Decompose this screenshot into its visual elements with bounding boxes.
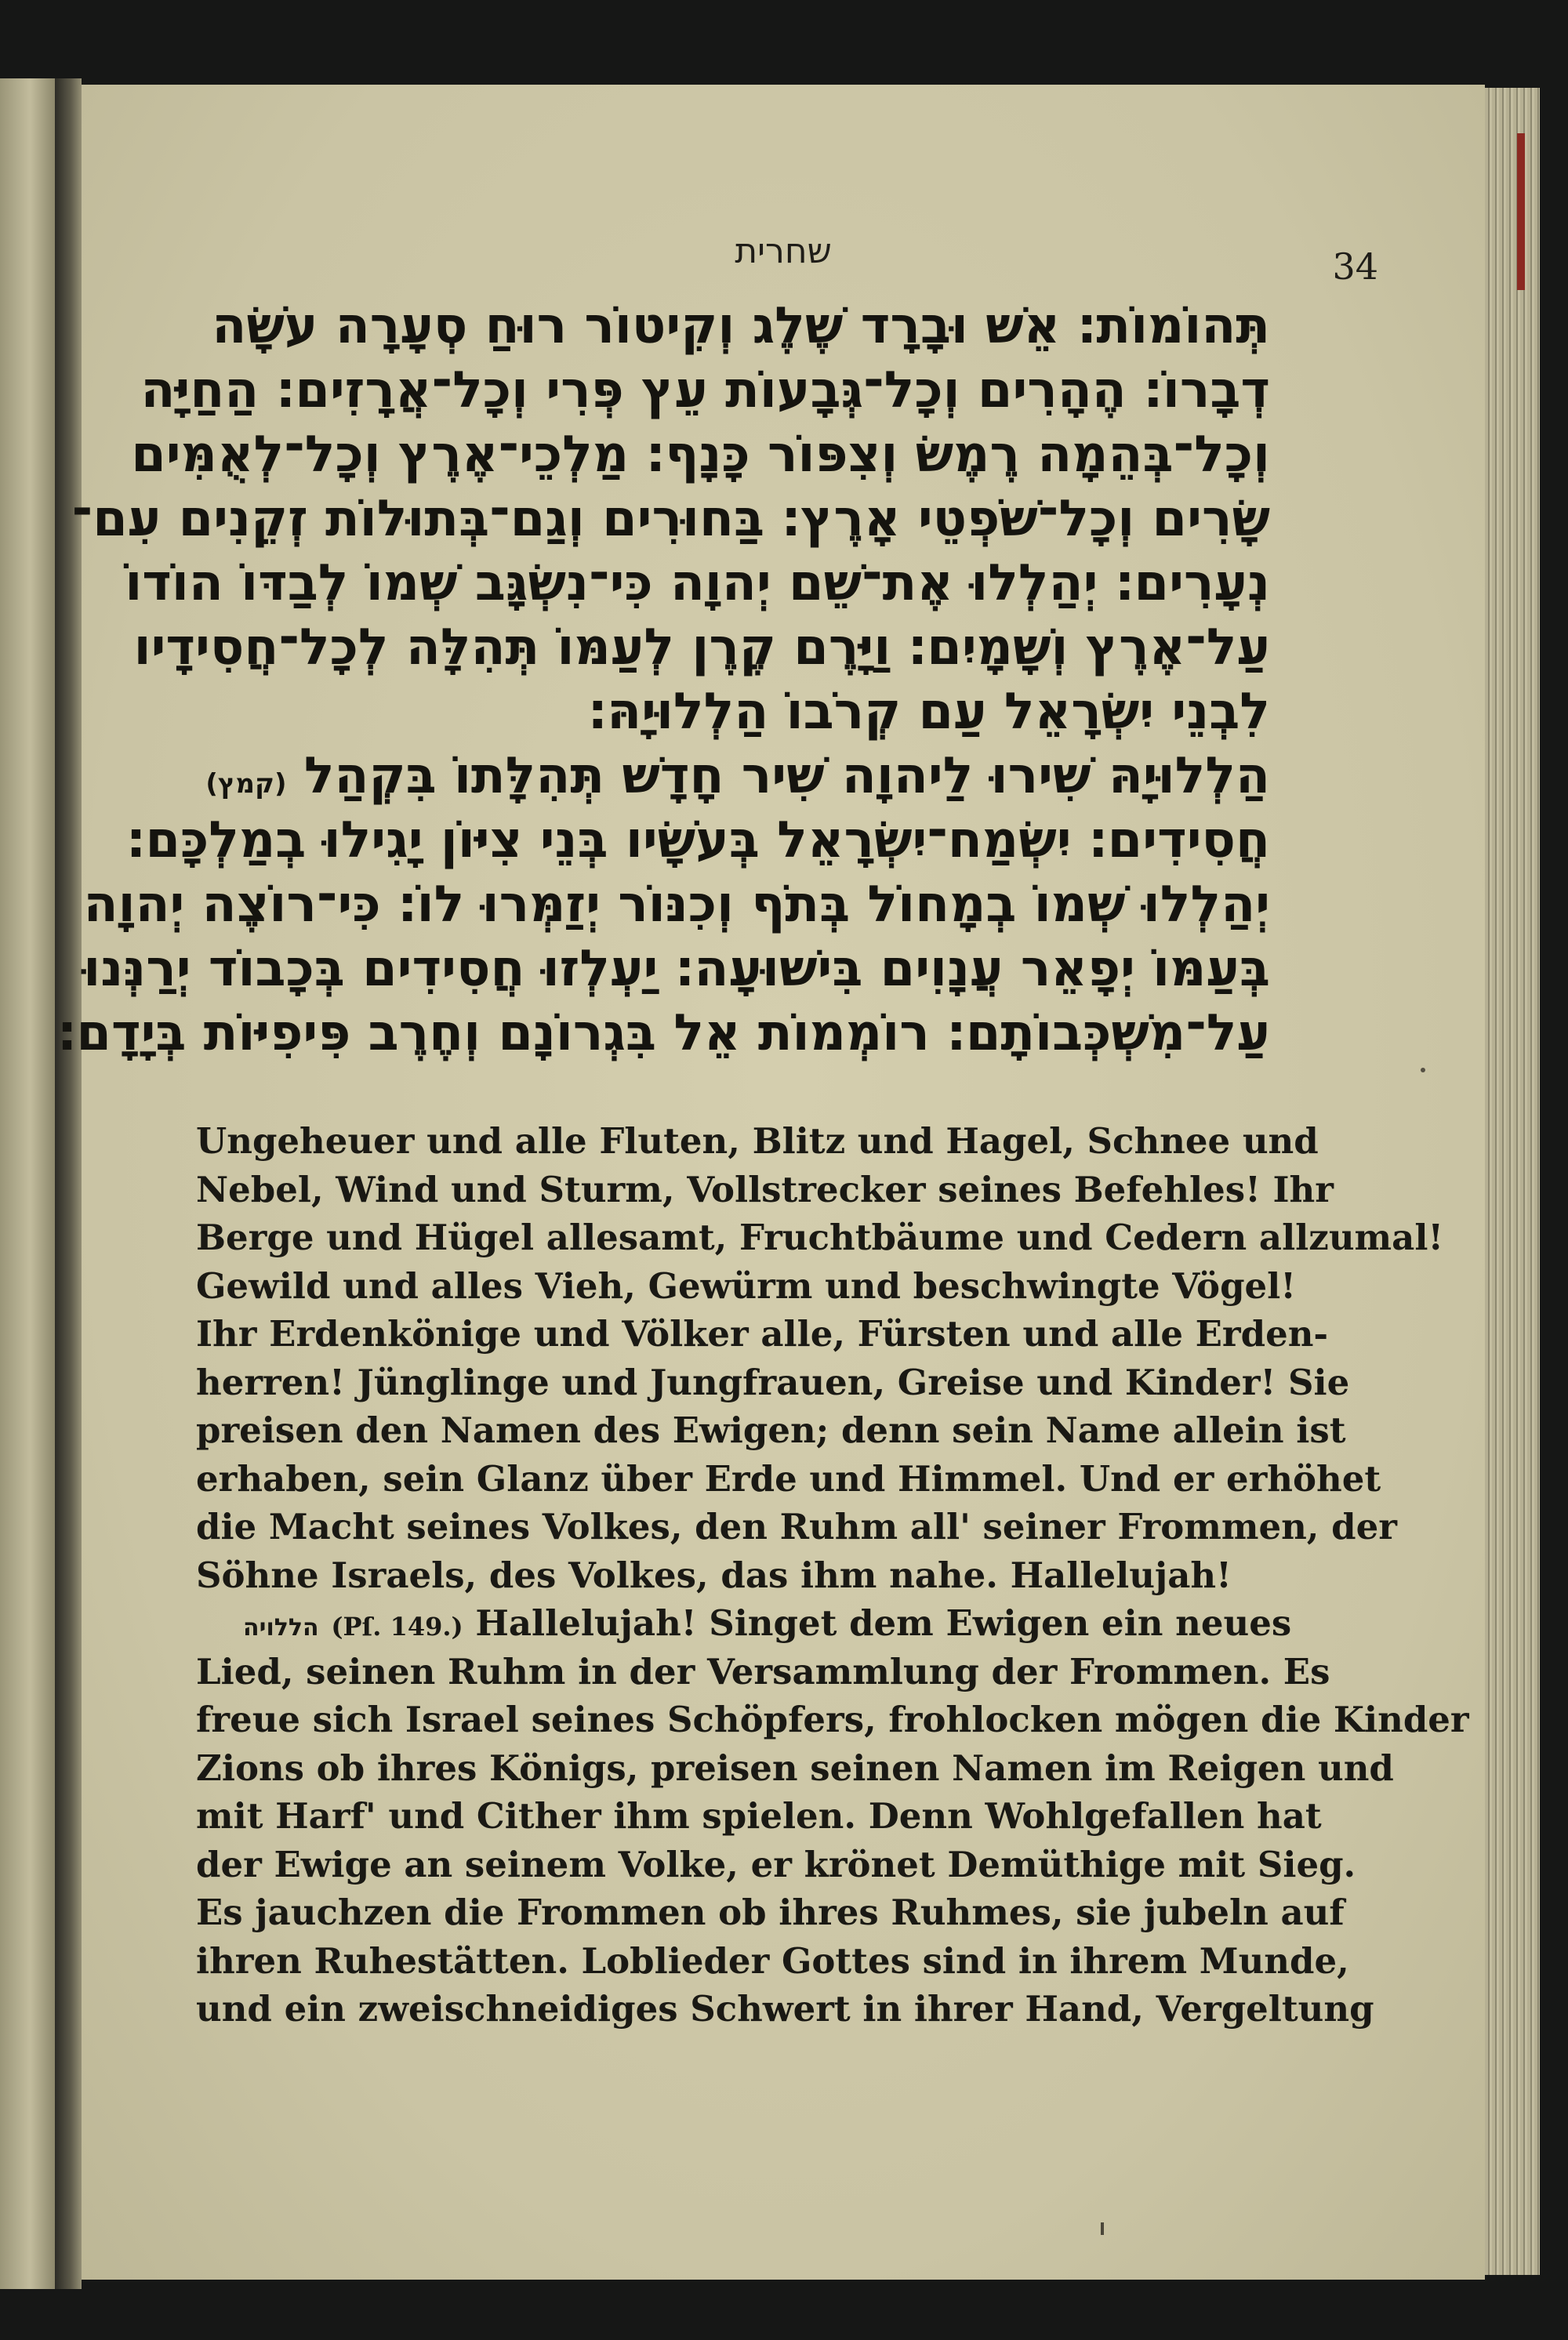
hebrew-line: שָׂרִים וְכָל־שֹׁפְטֵי אָרֶץ׃ בַּחוּרִים וְגַם־בְּתוּלוֹת זְקֵנִים עִם־ xyxy=(71,490,1270,548)
psalm-citation: (Pſ. 149.) xyxy=(331,1612,463,1642)
hebrew-line: תְּהוֹמוֹת׃ אֵשׁ וּבָרָד שֶׁלֶג וְקִיטוֹר רוּחַ סְעָרָה עֹשָׂה xyxy=(212,297,1270,355)
german-line: freue sich Israel seines Schöpfers, frohlocken mögen die Kinder xyxy=(196,1699,1469,1740)
hebrew-line: וְכָל־בְּהֵמָה רֶמֶשׂ וְצִפּוֹר כָּנָף׃ מַלְכֵי־אֶרֶץ וְכָל־לְאֻמִּים xyxy=(131,426,1270,484)
german-line: erhaben, sein Glanz über Erde und Himmel. Und er erhöhet xyxy=(196,1457,1381,1500)
german-line: Berge und Hügel allesamt, Fruchtbäume und Cedern allzumal! xyxy=(196,1217,1444,1258)
psalm-line-text: Hallelujah! Singet dem Ewigen ein neues xyxy=(475,1602,1292,1644)
german-line: Ungeheuer und alle Fluten, Blitz und Hagel, Schnee und xyxy=(196,1120,1319,1162)
hebrew-line: יְהַלְלוּ שְׁמוֹ בְמָחוֹל בְּתֹף וְכִנּוֹר יְזַמְּרוּ לוֹ׃ כִּי־רוֹצֶה יְהוָה xyxy=(83,876,1270,934)
german-line: ihren Ruhestätten. Loblieder Gottes sind in ihrem Munde, xyxy=(196,1939,1349,1982)
kamatz-marker: (קמץ) xyxy=(205,768,287,800)
hebrew-line: עַל־אֶרֶץ וְשָׁמָיִם׃ וַיָּרֶם קֶרֶן לְעַמּוֹ תְּהִלָּה לְכָל־חֲסִידָיו xyxy=(133,619,1270,677)
page-number: 34 xyxy=(1332,245,1378,288)
hebrew-line: עַל־מִשְׁכְּבוֹתָם׃ רוֹמְמוֹת אֵל בִּגְרוֹנָם וְחֶרֶב פִּיפִיּוֹת בְּיָדָם׃ xyxy=(57,1004,1270,1062)
german-line: preisen den Namen des Ewigen; denn sein Name allein ist xyxy=(196,1409,1346,1451)
hebrew-line: לִבְנֵי יִשְׂרָאֵל עַם קְרֹבוֹ הַלְלוּיָהּ׃ xyxy=(588,683,1270,741)
german-line: Es jauchzen die Frommen ob ihres Ruhmes, sie jubeln auf xyxy=(196,1892,1345,1933)
running-title: שחרית xyxy=(735,231,832,271)
psalm-reference-line xyxy=(196,1599,1292,1648)
hebrew-line: נְעָרִים׃ יְהַלְלוּ אֶת־שֵׁם יְהוָה כִּי־נִשְׂגָּב שְׁמוֹ לְבַדּוֹ הוֹדוֹ xyxy=(125,554,1270,612)
ink-speck xyxy=(1421,1068,1425,1072)
book-gutter xyxy=(55,78,82,2289)
ink-speck xyxy=(1101,2222,1104,2235)
german-line: mit Harf' und Cither ihm spielen. Denn Wohlgefallen hat xyxy=(196,1795,1322,1837)
german-line: Zions ob ihres Königs, preisen seinen Namen im Reigen und xyxy=(196,1747,1394,1789)
german-line: die Macht seines Volkes, den Ruhm all' seiner Frommen, der xyxy=(196,1506,1397,1547)
german-translation-block xyxy=(196,1117,1469,2033)
german-line: Nebel, Wind und Sturm, Vollstrecker seines Befehles! Ihr xyxy=(196,1168,1334,1210)
hebrew-line: בְּעַמּוֹ יְפָאֵר עֲנָוִים בִּישׁוּעָה׃ יַעְלְזוּ חֲסִידִים בְּכָבוֹד יְרַנְּנוּ xyxy=(83,940,1270,998)
page-edges xyxy=(1485,88,1540,2275)
hebrew-line-with-marker xyxy=(205,744,1270,808)
hebrew-text-block xyxy=(57,294,1270,1065)
ribbon-marker xyxy=(1517,133,1525,290)
german-line: herren! Jünglinge und Jungfrauen, Greise und Kinder! Sie xyxy=(196,1361,1350,1403)
hebrew-line-text: הַלְלוּיָהּ שִׁירוּ לַיהוָה שִׁיר חָדָשׁ תְּהִלָּתוֹ בִּקְהַל xyxy=(303,747,1270,805)
page-header xyxy=(82,231,1485,286)
hebrew-line: חֲסִידִים׃ יִשְׂמַח־יִשְׂרָאֵל בְּעֹשָׂיו בְּנֵי צִיּוֹן יָגִילוּ בְמַלְכָּם׃ xyxy=(126,811,1270,869)
previous-page-edge xyxy=(0,78,55,2289)
german-line: der Ewige an seinem Volke, er krönet Demüthige mit Sieg. xyxy=(196,1843,1356,1885)
german-line: Ihr Erdenkönige und Völker alle, Fürsten und alle Erden- xyxy=(196,1313,1329,1355)
hebrew-line: דְבָרוֹ׃ הֶהָרִים וְכָל־גְּבָעוֹת עֵץ פְּרִי וְכָל־אֲרָזִים׃ הַחַיָּה xyxy=(140,361,1270,419)
german-line: Gewild und alles Vieh, Gewürm und beschwingte Vögel! xyxy=(196,1264,1297,1307)
german-line: Söhne Israels, des Volkes, das ihm nahe. Hallelujah! xyxy=(196,1554,1232,1596)
psalm-hebrew-label: הללויה xyxy=(243,1614,319,1642)
german-line: und ein zweischneidiges Schwert in ihrer Hand, Vergeltung xyxy=(196,1988,1374,2030)
german-line: Lied, seinen Ruhm in der Versammlung der Frommen. Es xyxy=(196,1650,1330,1692)
